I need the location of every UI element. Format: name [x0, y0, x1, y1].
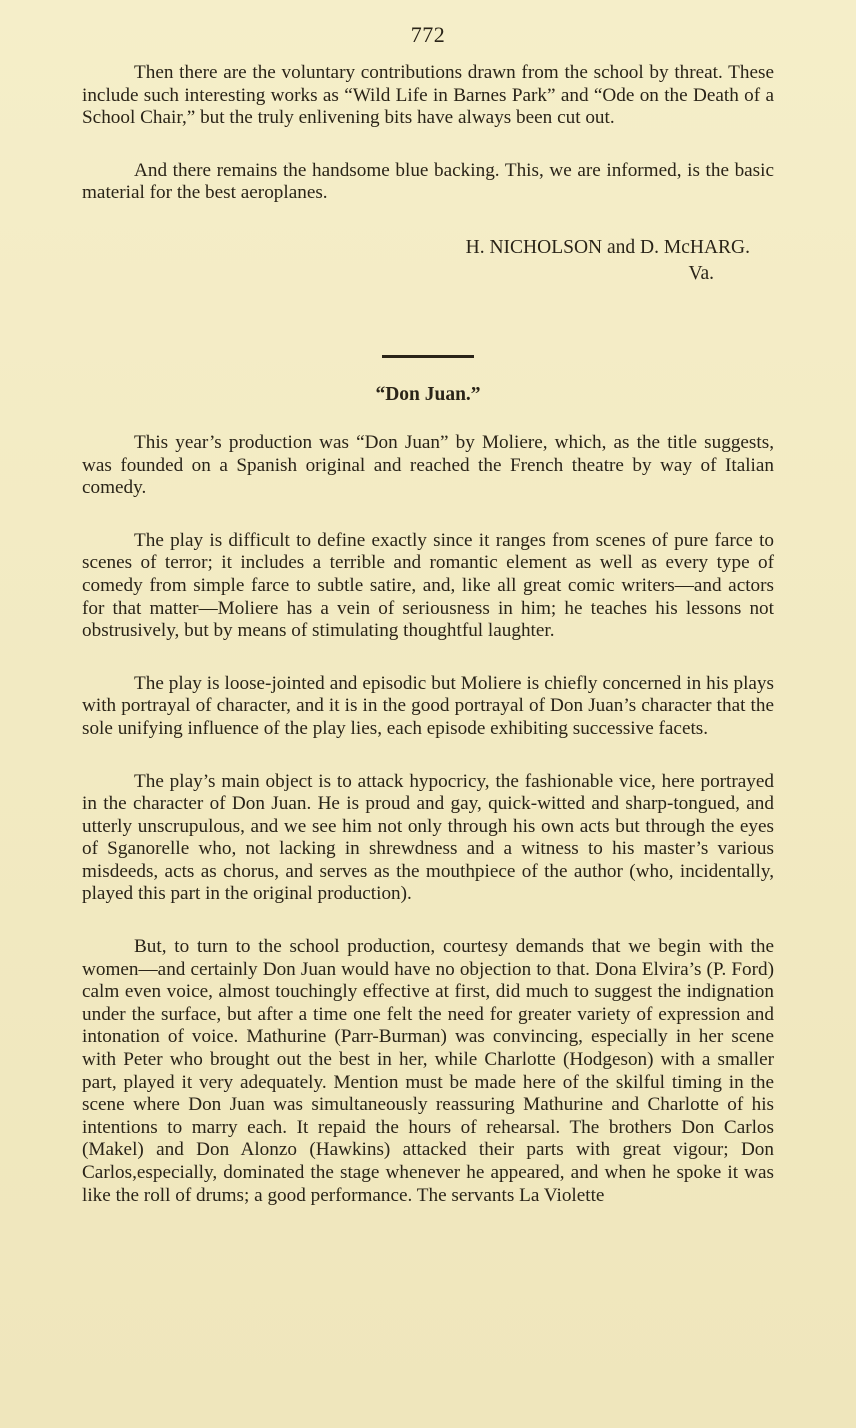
paragraph-definition: The play is difficult to define exactly since it ranges from scenes of pure farce to scenes of terror; it includes a terrible and romantic element as well as every type of comedy from simple farce to subtle satire, and, like all great comic writers—and actors for that matter—Moliere has a vein of seriousness in him; he teaches his lessons not obstrusively, but by means of stimulating thoughtful laughter. — [82, 529, 774, 642]
paragraph-main-object: The play’s main object is to attack hypocricy, the fashionable vice, here portrayed in the character of Don Juan. He is proud and gay, quick-witted and sharp-tongued, and utterly unscrupulous, and we see him not only through his own acts but through the eyes of Sganorelle who, not lacking in shrewdness and a witness to his master’s various misdeeds, acts as chorus, and serves as the mouthpiece of the author (who, incidentally, played this part in the original production). — [82, 770, 774, 905]
paragraph-structure: The play is loose-jointed and episodic but Moliere is chiefly concerned in his plays with portrayal of character, and it is in the good portrayal of Don Juan’s character that the sole unifying influence of the play lies, each episode exhibiting successive facets. — [82, 672, 774, 739]
signature-form: Va. — [688, 262, 714, 284]
signature-names: H. NICHOLSON and D. McHARG. — [465, 236, 750, 258]
paragraph-blue-backing: And there remains the handsome blue backing. This, we are informed, is the basic material for the best aeroplanes. — [82, 159, 774, 204]
section-divider-rule — [382, 355, 474, 358]
paragraph-school-production: But, to turn to the school production, courtesy demands that we begin with the women—and certainly Don Juan would have no objection to that. Dona Elvira’s (P. Ford) calm even voice, almost touchingly effective at first, did much to suggest the indignation under the surface, but after a time one felt the need for greater variety of expression and intonation of voice. Mathurine (Parr-Burman) was convincing, especially in her scene with Peter who brought out the best in her, while Charlotte (Hodgeson) with a smaller part, played it very adequately. Mention must be made here of the skilful timing in the scene where Don Juan was simultaneously reassuring Mathurine and Charlotte of his intentions to marry each. It repaid the hours of rehearsal. The brothers Don Carlos (Makel) and Don Alonzo (Hawkins) attacked their parts with great vigour; Don Carlos,especially, dominated the stage whenever he appeared, and when he spoke it was like the roll of drums; a good performance. The servants La Violette — [82, 936, 774, 1206]
paragraph-production: This year’s production was “Don Juan” by Moliere, which, as the title suggests, was founded on a Spanish original and reached the French theatre by way of Italian comedy. — [82, 431, 774, 499]
paragraph-contributions: Then there are the voluntary contributions drawn from the school by threat. These include such interesting works as “Wild Life in Barnes Park” and “Ode on the Death of a School Chair,” but the truly enlivening bits have always been cut out. — [82, 62, 774, 129]
signature-block — [82, 235, 774, 287]
section-title: “Don Juan.” — [375, 383, 481, 405]
page-number: 772 — [410, 22, 446, 47]
